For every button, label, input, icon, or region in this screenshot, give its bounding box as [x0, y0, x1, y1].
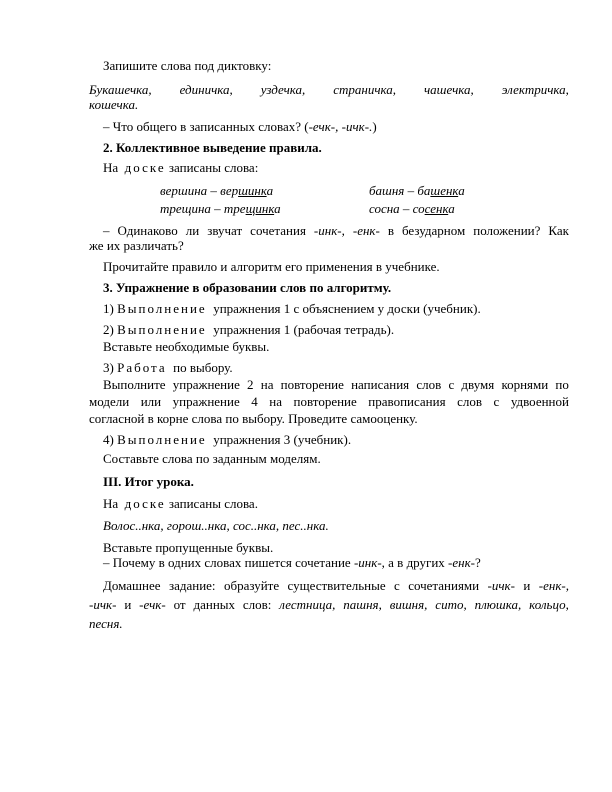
question-same-sound-line-1: – Одинаково ли звучат сочетания -инк-, -енк- в безударном положении? Как	[103, 223, 569, 238]
dictation-heading: Запишите слова под диктовку:	[103, 58, 272, 73]
section-iii-title: III. Итог урока.	[103, 474, 194, 489]
exercise-3-text-line-3: согласной в корне слова по выбору. Проведите самооценку.	[89, 411, 418, 426]
dictation-words-line	[89, 82, 569, 98]
word-pair-4: сосна – сосенка	[369, 201, 455, 216]
exercise-3-text-line-1: Выполните упражнение 2 на повторение написания слов с двумя корнями по	[103, 377, 569, 392]
exercise-4: 4) Выполнение упражнения 3 (учебник).	[103, 432, 352, 447]
section-3-title: 3. Упражнение в образовании слов по алгоритму.	[103, 280, 392, 295]
exercise-1: 1) Выполнение упражнения 1 с объяснением у доски (учебник).	[103, 301, 481, 316]
exercise-3: 3) Работа по выбору.	[103, 360, 233, 375]
board-line-2: На доске записаны слова.	[103, 496, 258, 511]
word-pair-3: трещина – трещинка	[160, 201, 281, 216]
board-line-1: На доске записаны слова:	[103, 160, 259, 175]
dictation-word: страничка,	[333, 82, 397, 97]
gap-words: Волос..нка, горош..нка, сос..нка, пес..нка.	[103, 518, 329, 533]
dictation-word: единичка,	[179, 82, 233, 97]
dictation-last-word: кошечка.	[89, 97, 139, 112]
homework-line-3: песня.	[89, 616, 123, 631]
dictation-word: уздечка,	[260, 82, 306, 97]
word-pair-2: башня – башенка	[369, 183, 465, 198]
exercise-2: 2) Выполнение упражнения 1 (рабочая тетрадь).	[103, 322, 395, 337]
question-common: – Что общего в записанных словах? (-ечк-, -ичк-.)	[103, 119, 377, 134]
rule-read-text: Прочитайте правило и алгоритм его применения в учебнике.	[103, 259, 440, 274]
exercise-4-instruction: Составьте слова по заданным моделям.	[103, 451, 321, 466]
exercise-3-text-line-2: модели или упражнение 4 на повторение правописания слов с удвоенной	[89, 394, 569, 409]
homework-line-2: -ичк- и -ечк- от данных слов: лестница, пашня, вишня, сито, плюшка, кольцо,	[89, 597, 569, 612]
exercise-2-instruction: Вставьте необходимые буквы.	[103, 339, 270, 354]
dictation-word: Букашечка,	[89, 82, 152, 97]
dictation-word: чашечка,	[423, 82, 474, 97]
insert-letters-instruction: Вставьте пропущенные буквы.	[103, 540, 274, 555]
section-2-title: 2. Коллективное выведение правила.	[103, 140, 322, 155]
question-why: – Почему в одних словах пишется сочетание -инк-, а в других -енк-?	[103, 555, 481, 570]
homework-line-1: Домашнее задание: образуйте существительные с сочетаниями -ичк- и -енк-,	[103, 578, 569, 593]
dictation-word: электричка,	[501, 82, 569, 97]
word-pair-1: вершина – вершинка	[160, 183, 274, 198]
question-same-sound-line-2: же их различать?	[89, 238, 184, 253]
